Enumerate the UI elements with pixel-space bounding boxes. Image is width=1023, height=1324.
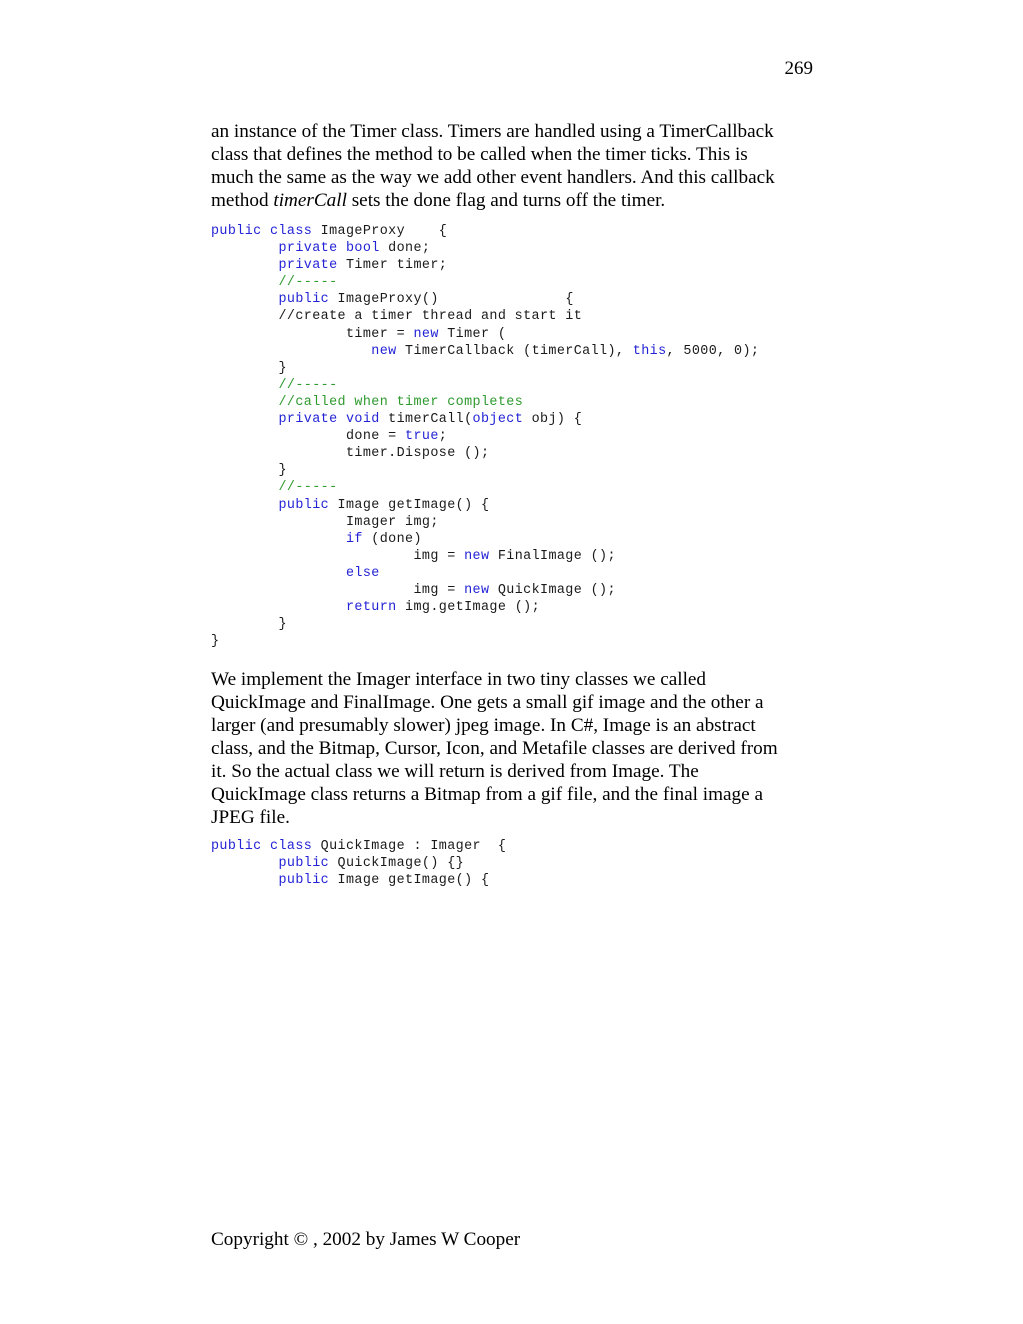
code-keyword: public	[278, 856, 330, 872]
code-line	[211, 479, 759, 496]
code-text	[211, 498, 279, 513]
code-text: Image getImage() {	[329, 497, 490, 513]
code-text	[211, 566, 346, 581]
code-text: TimerCallback (timerCall),	[396, 343, 633, 359]
code-text	[211, 480, 279, 495]
code-text: done;	[379, 241, 431, 257]
code-keyword: new	[464, 548, 490, 564]
code-line	[211, 326, 759, 343]
code-line	[211, 394, 759, 411]
code-line	[211, 616, 759, 633]
code-line	[211, 497, 759, 514]
code-line	[211, 462, 759, 479]
code-text: }	[211, 634, 220, 650]
code-keyword: object	[472, 412, 524, 428]
paragraph-line: it. So the actual class we will return is derived from Image. The	[211, 761, 699, 782]
code-text	[211, 241, 279, 256]
code-text: }	[211, 463, 287, 479]
code-line	[211, 855, 506, 872]
code-line	[211, 411, 759, 428]
code-line	[211, 565, 759, 582]
code-keyword: if	[345, 531, 363, 547]
code-text: QuickImage() {}	[329, 856, 465, 872]
code-text: Timer (	[438, 326, 507, 342]
code-keyword: new	[413, 326, 439, 342]
paragraph-text: sets the done flag and turns off the timer.	[346, 190, 666, 211]
paragraph-line: QuickImage and FinalImage. One gets a small gif image and the other a	[211, 692, 764, 713]
code-line	[211, 360, 759, 377]
paragraph-line: QuickImage class returns a Bitmap from a gif file, and the final image a	[211, 784, 763, 805]
code-text	[211, 275, 279, 290]
code-block-image-proxy	[211, 223, 759, 650]
code-line	[211, 428, 759, 445]
code-line	[211, 257, 759, 274]
code-text: timer =	[211, 326, 414, 342]
paragraph-line: an instance of the Timer class. Timers are handled using a TimerCallback	[211, 121, 774, 142]
paragraph-imager-description	[211, 668, 831, 829]
code-line	[211, 377, 759, 394]
paragraph-text: method	[211, 190, 274, 211]
code-keyword: else	[345, 565, 380, 581]
code-keyword: public class	[211, 224, 313, 239]
code-text	[211, 258, 279, 273]
code-text	[211, 395, 279, 410]
code-text: QuickImage ();	[489, 582, 616, 598]
code-text: timer.Dispose ();	[211, 446, 490, 462]
code-text: done =	[211, 429, 406, 445]
code-text: ImageProxy {	[312, 224, 448, 239]
code-line	[211, 531, 759, 548]
code-line	[211, 599, 759, 616]
code-text	[211, 532, 346, 547]
code-comment: //-----	[278, 377, 338, 393]
code-text	[211, 378, 279, 393]
paragraph-timer-description	[211, 120, 831, 212]
code-line	[211, 240, 759, 257]
code-line	[211, 582, 759, 599]
code-line	[211, 223, 759, 240]
code-text: ImageProxy() {	[329, 292, 574, 308]
code-text: obj) {	[523, 412, 583, 428]
code-keyword: true	[405, 429, 439, 445]
code-line	[211, 548, 759, 565]
code-keyword: public	[278, 873, 330, 889]
code-keyword: return	[345, 600, 397, 616]
method-name-emphasis: timerCall	[273, 190, 347, 211]
code-keyword: private void	[278, 412, 380, 428]
code-text	[211, 412, 279, 427]
code-text: Imager img;	[211, 514, 439, 530]
code-line	[211, 445, 759, 462]
code-keyword: public	[278, 292, 330, 308]
code-line	[211, 872, 506, 889]
page-number: 269	[784, 58, 813, 79]
code-text: //create a timer thread and start it	[211, 309, 583, 325]
code-text	[211, 292, 279, 307]
code-text	[211, 600, 346, 615]
code-keyword: private	[278, 258, 338, 274]
code-text: timerCall(	[379, 412, 473, 428]
code-text: img.getImage ();	[396, 600, 541, 616]
paragraph-line: larger (and presumably slower) jpeg image. In C#, Image is an abstract	[211, 715, 756, 736]
code-keyword: public class	[211, 839, 313, 854]
code-text: }	[211, 360, 287, 376]
paragraph-line	[211, 189, 831, 212]
code-text: FinalImage ();	[489, 548, 616, 564]
code-keyword: new	[464, 582, 490, 598]
code-line	[211, 838, 506, 855]
code-line	[211, 514, 759, 531]
code-line	[211, 633, 759, 650]
code-comment: //-----	[278, 275, 338, 291]
code-text	[211, 856, 279, 871]
code-keyword: public	[278, 497, 330, 513]
code-line	[211, 343, 759, 360]
code-block-quick-image	[211, 838, 506, 889]
code-text: (done)	[362, 531, 422, 547]
code-line	[211, 274, 759, 291]
code-comment: //called when timer completes	[278, 394, 524, 410]
code-text: img =	[211, 548, 465, 564]
code-text	[211, 873, 279, 888]
code-line	[211, 291, 759, 308]
code-text: Timer timer;	[337, 258, 448, 274]
code-keyword: new	[371, 343, 397, 359]
code-keyword: this	[632, 343, 667, 359]
code-keyword: private bool	[278, 241, 380, 257]
code-text: ;	[438, 429, 448, 445]
code-text: , 5000, 0);	[666, 343, 760, 359]
code-text	[211, 344, 371, 359]
code-text: }	[211, 617, 287, 633]
paragraph-line: We implement the Imager interface in two tiny classes we called	[211, 669, 707, 690]
paragraph-line: JPEG file.	[211, 807, 290, 828]
paragraph-line: much the same as the way we add other event handlers. And this callback	[211, 167, 775, 188]
copyright-footer: Copyright © , 2002 by James W Cooper	[211, 1229, 521, 1250]
code-comment: //-----	[278, 480, 338, 496]
paragraph-line: class, and the Bitmap, Cursor, Icon, and Metafile classes are derived from	[211, 738, 778, 759]
code-line	[211, 308, 759, 325]
code-text: QuickImage : Imager {	[312, 839, 507, 854]
code-text: img =	[211, 582, 465, 598]
paragraph-line: class that defines the method to be called when the timer ticks. This is	[211, 144, 748, 165]
code-text: Image getImage() {	[329, 873, 490, 889]
